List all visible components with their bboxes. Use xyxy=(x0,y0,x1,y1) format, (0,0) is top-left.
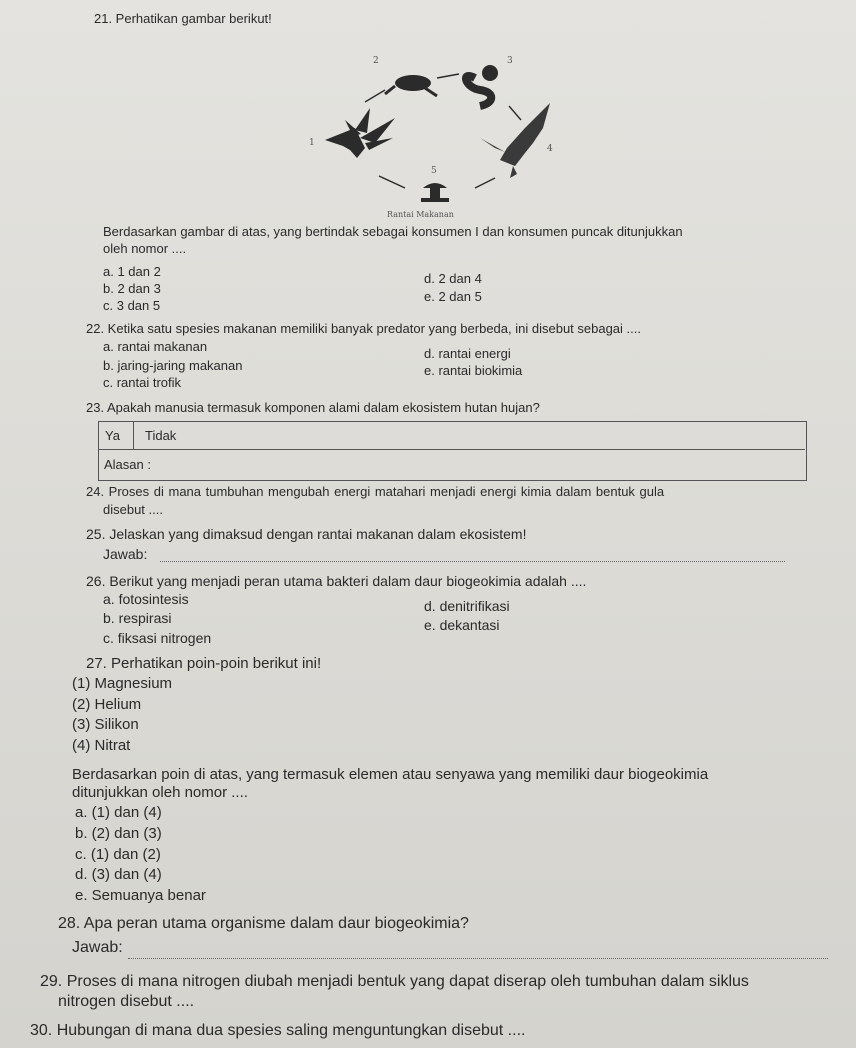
diagram-number-4: 4 xyxy=(547,144,553,154)
q23-tidak-label[interactable]: Tidak xyxy=(145,428,177,443)
q27-option-e: e. Semuanya benar xyxy=(75,887,206,904)
diagram-number-5: 5 xyxy=(431,166,437,176)
q26-option-c: c. fiksasi nitrogen xyxy=(103,630,212,646)
q28-jawab-label: Jawab: xyxy=(72,939,123,956)
diagram-caption: Rantai Makanan xyxy=(387,210,454,219)
food-chain-illustration xyxy=(295,48,585,228)
q22-option-d: d. rantai energi xyxy=(424,346,511,361)
diagram-number-2: 2 xyxy=(373,56,379,66)
q23-table-col-divider xyxy=(133,421,134,449)
q28-answer-line[interactable] xyxy=(128,958,828,959)
q24-line1: 24. Proses di mana tumbuhan mengubah energi matahari menjadi energi kimia dalam bentuk gula xyxy=(86,484,665,499)
q23-stem: 23. Apakah manusia termasuk komponen alami dalam ekosistem hutan hujan? xyxy=(86,400,540,415)
q28-stem: 28. Apa peran utama organisme dalam daur biogeokimia? xyxy=(58,915,469,932)
q27-item-2: (2) Helium xyxy=(72,696,142,713)
q21-option-c: c. 3 dan 5 xyxy=(103,298,161,313)
q23-alasan-label: Alasan : xyxy=(104,457,151,472)
q21-option-b: b. 2 dan 3 xyxy=(103,281,161,296)
q27-item-4: (4) Nitrat xyxy=(72,737,131,754)
q26-option-e: e. dekantasi xyxy=(424,617,500,633)
food-chain-diagram xyxy=(295,48,585,228)
q27-question-line1: Berdasarkan poin di atas, yang termasuk elemen atau senyawa yang memiliki daur biogeokimia xyxy=(72,766,709,783)
q22-option-e: e. rantai biokimia xyxy=(424,363,523,378)
q29-line1: 29. Proses di mana nitrogen diubah menjadi bentuk yang dapat diserap oleh tumbuhan dalam siklus xyxy=(40,973,749,990)
q22-option-c: c. rantai trofik xyxy=(103,375,182,390)
eagle-illustration xyxy=(480,103,550,178)
q27-item-3: (3) Silikon xyxy=(72,716,139,733)
q21-stem-line2: oleh nomor .... xyxy=(103,241,187,256)
q26-option-d: d. denitrifikasi xyxy=(424,598,510,614)
q24-line2: disebut .... xyxy=(103,502,163,517)
q27-option-a: a. (1) dan (4) xyxy=(75,804,162,821)
q21-stem-line1: Berdasarkan gambar di atas, yang bertindak sebagai konsumen I dan konsumen puncak ditunjukkan xyxy=(103,224,683,239)
q21-title: 21. Perhatikan gambar berikut! xyxy=(94,11,272,26)
q26-option-b: b. respirasi xyxy=(103,610,172,626)
q22-stem: 22. Ketika satu spesies makanan memiliki banyak predator yang berbeda, ini disebut sebagai .... xyxy=(86,321,641,336)
q21-option-e: e. 2 dan 5 xyxy=(424,289,482,304)
q23-answer-table xyxy=(98,421,807,481)
snake-illustration xyxy=(466,65,498,106)
q30-stem: 30. Hubungan di mana dua spesies saling menguntungkan disebut .... xyxy=(30,1022,526,1039)
diagram-number-1: 1 xyxy=(309,138,315,148)
q23-ya-label[interactable]: Ya xyxy=(105,428,120,443)
q25-answer-line[interactable] xyxy=(160,561,785,562)
q26-option-a: a. fotosintesis xyxy=(103,591,189,607)
q21-option-d: d. 2 dan 4 xyxy=(424,271,482,286)
q22-option-b: b. jaring-jaring makanan xyxy=(103,358,243,373)
grasshopper-illustration xyxy=(385,75,437,96)
q27-item-1: (1) Magnesium xyxy=(72,675,173,692)
grass-plant-illustration xyxy=(325,108,395,158)
q21-option-a: a. 1 dan 2 xyxy=(103,264,161,279)
diagram-number-3: 3 xyxy=(507,56,513,66)
q23-table-divider xyxy=(98,449,805,450)
q29-line2: nitrogen disebut .... xyxy=(58,993,195,1010)
mushroom-illustration xyxy=(421,183,449,202)
q25-stem: 25. Jelaskan yang dimaksud dengan rantai makanan dalam ekosistem! xyxy=(86,526,527,542)
q27-stem: 27. Perhatikan poin-poin berikut ini! xyxy=(86,655,322,672)
q25-jawab-label: Jawab: xyxy=(103,546,148,562)
q27-question-line2: ditunjukkan oleh nomor .... xyxy=(72,784,248,801)
q27-option-b: b. (2) dan (3) xyxy=(75,825,162,842)
q26-stem: 26. Berikut yang menjadi peran utama bakteri dalam daur biogeokimia adalah .... xyxy=(86,573,587,589)
q27-option-c: c. (1) dan (2) xyxy=(75,846,161,863)
q22-option-a: a. rantai makanan xyxy=(103,339,208,354)
q27-option-d: d. (3) dan (4) xyxy=(75,866,162,883)
